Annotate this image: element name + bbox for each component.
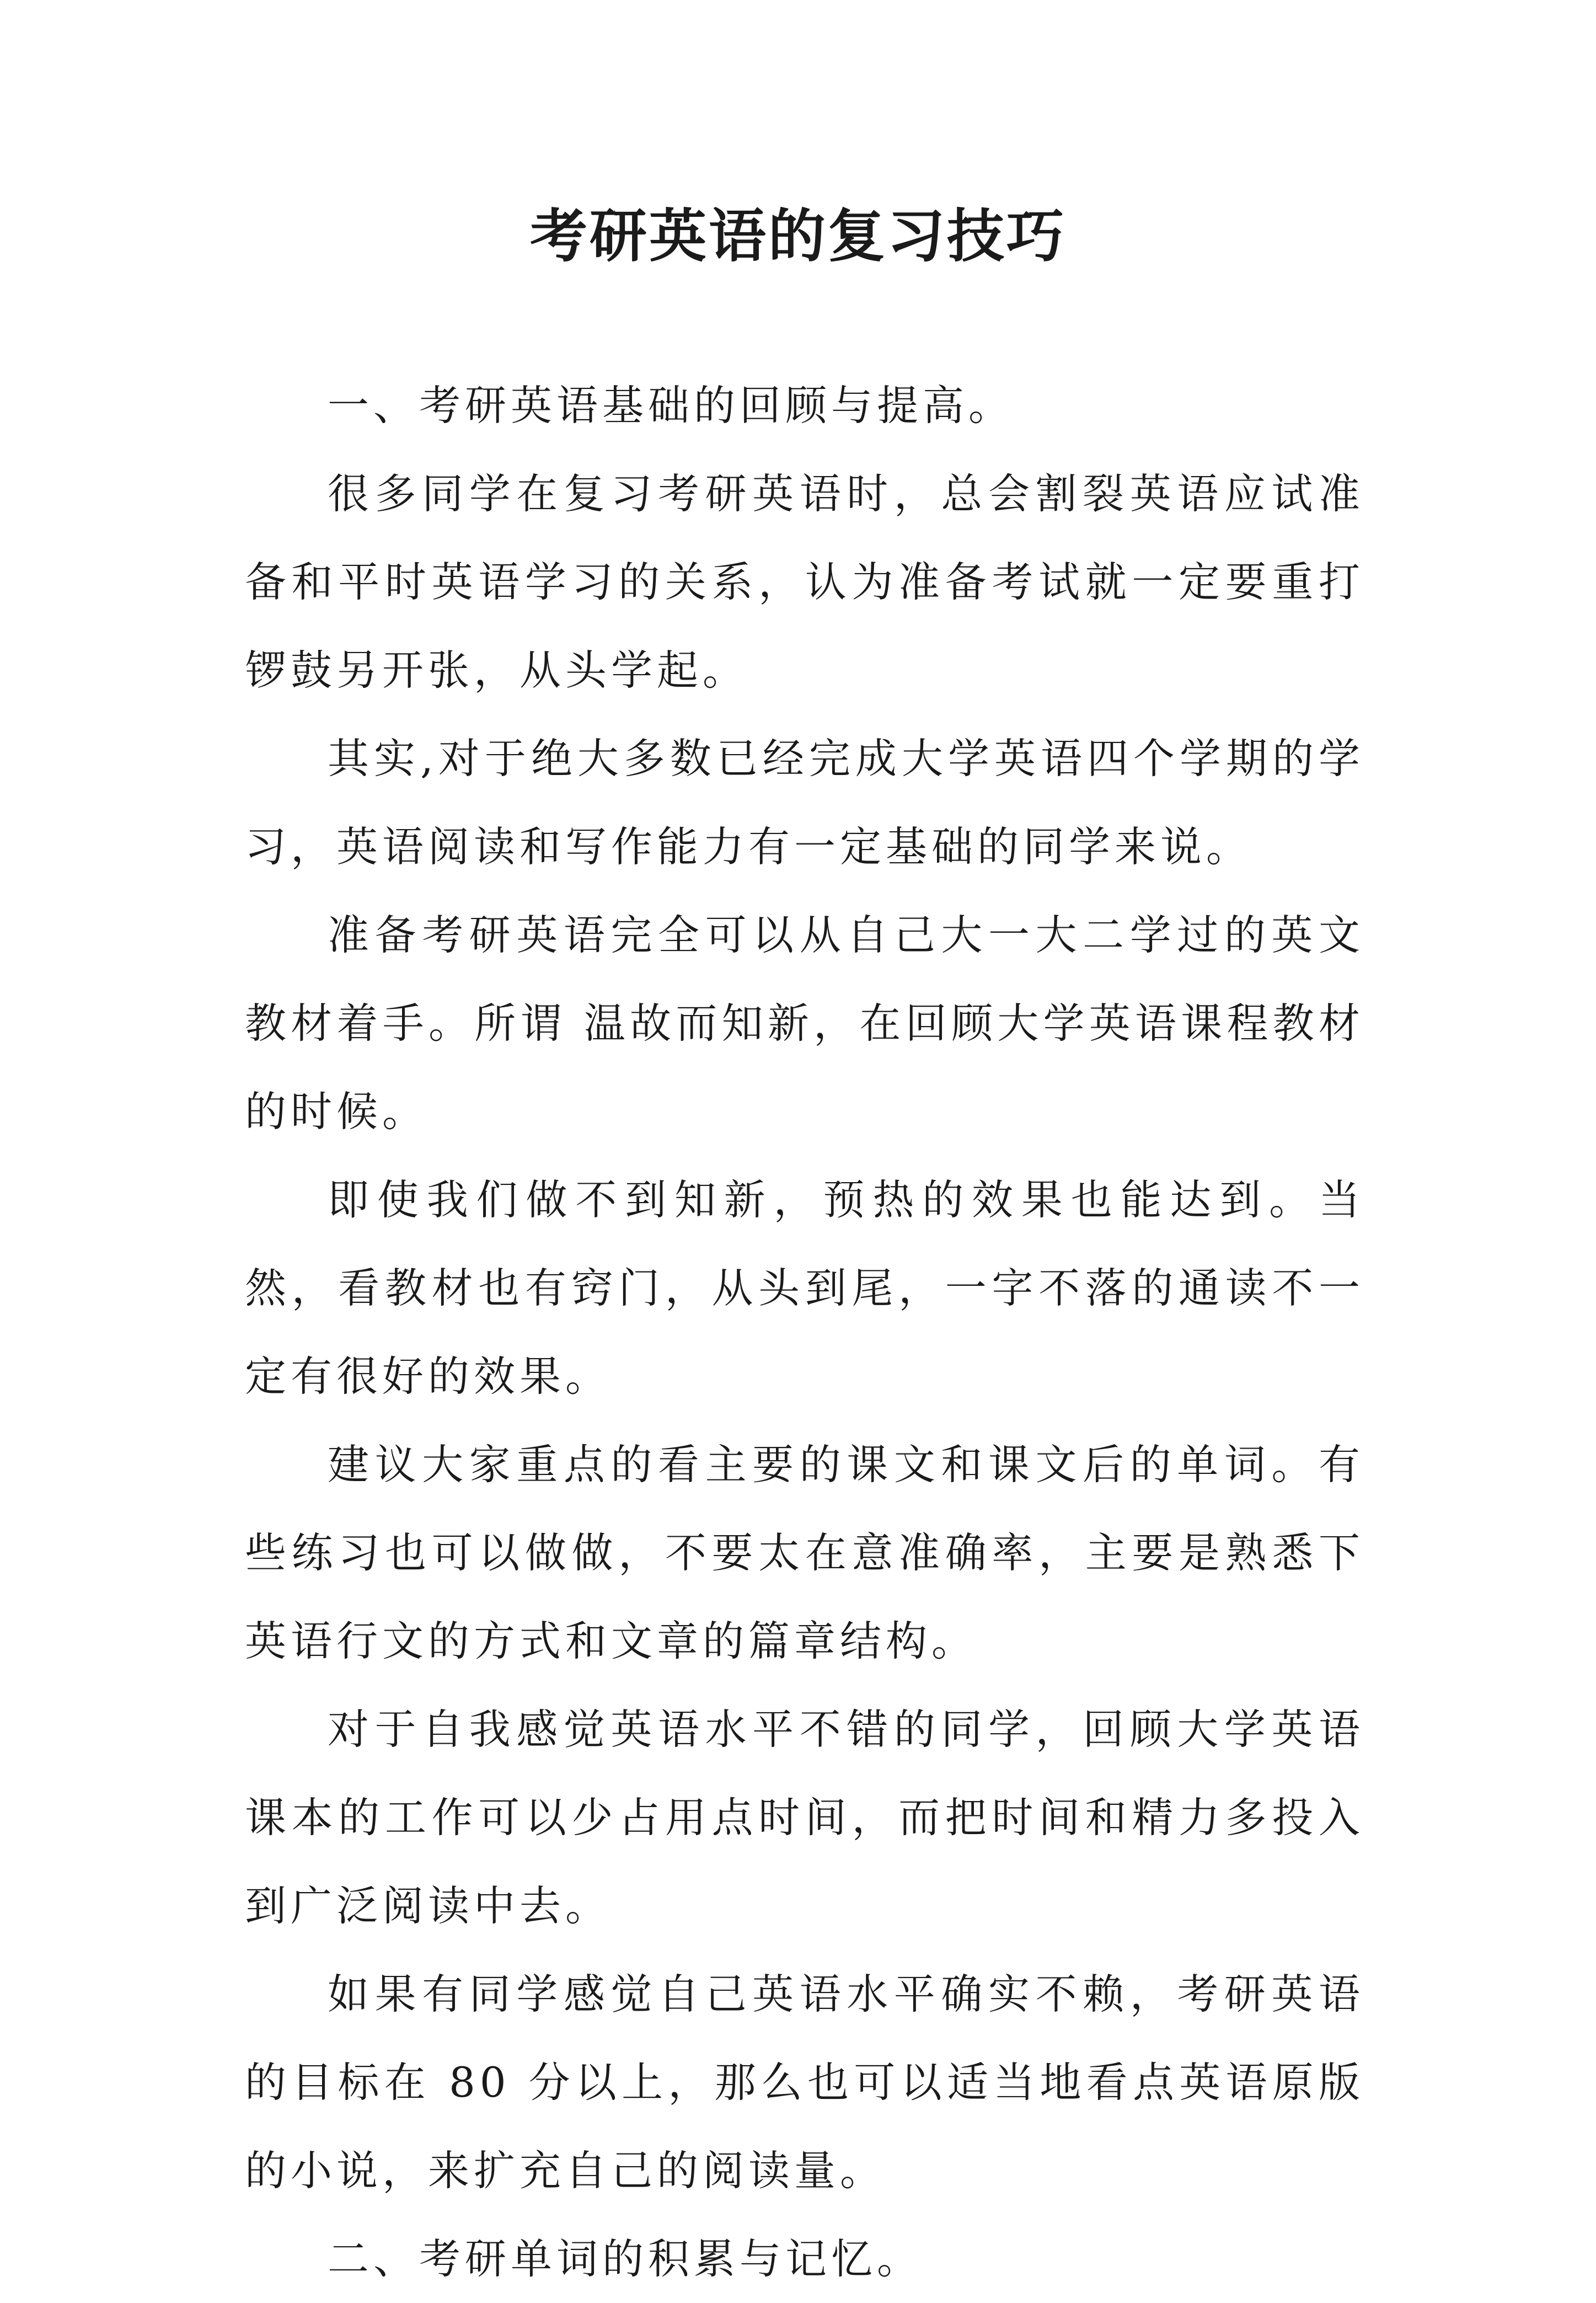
paragraph: 建议大家重点的看主要的课文和课文后的单词。有些练习也可以做做，不要太在意准确率，主要是熟悉下英语行文的方式和文章的篇章结构。 [245, 1440, 1364, 1665]
paragraph: 即使我们做不到知新，预热的效果也能达到。当然，看教材也有窍门，从头到尾，一字不落的通读不一定有很好的效果。 [245, 1175, 1364, 1401]
document-body [245, 361, 1364, 2303]
document-title: 考研英语的复习技巧 [529, 202, 1066, 270]
section-heading-1: 一、考研英语基础的回顾与提高。 [328, 381, 1015, 430]
paragraph: 准备考研英语完全可以从自己大一大二学过的英文教材着手。所谓 温故而知新，在回顾大学英语课程教材的时候。 [245, 911, 1364, 1136]
section-heading-2: 二、考研单词的积累与记忆。 [328, 2235, 923, 2283]
paragraph: 如果有同学感觉自己英语水平确实不赖，考研英语的目标在 80 分以上，那么也可以适当地看点英语原版的小说，来扩充自己的阅读量。 [245, 1970, 1364, 2195]
paragraph: 对于自我感觉英语水平不错的同学，回顾大学英语课本的工作可以少占用点时间，而把时间和精力多投入到广泛阅读中去。 [245, 1705, 1364, 1930]
paragraph: 很多同学在复习考研英语时，总会割裂英语应试准备和平时英语学习的关系，认为准备考试就一定要重打锣鼓另开张，从头学起。 [245, 469, 1364, 694]
paragraph: 其实,对于绝大多数已经完成大学英语四个学期的学习，英语阅读和写作能力有一定基础的同学来说。 [245, 734, 1364, 871]
